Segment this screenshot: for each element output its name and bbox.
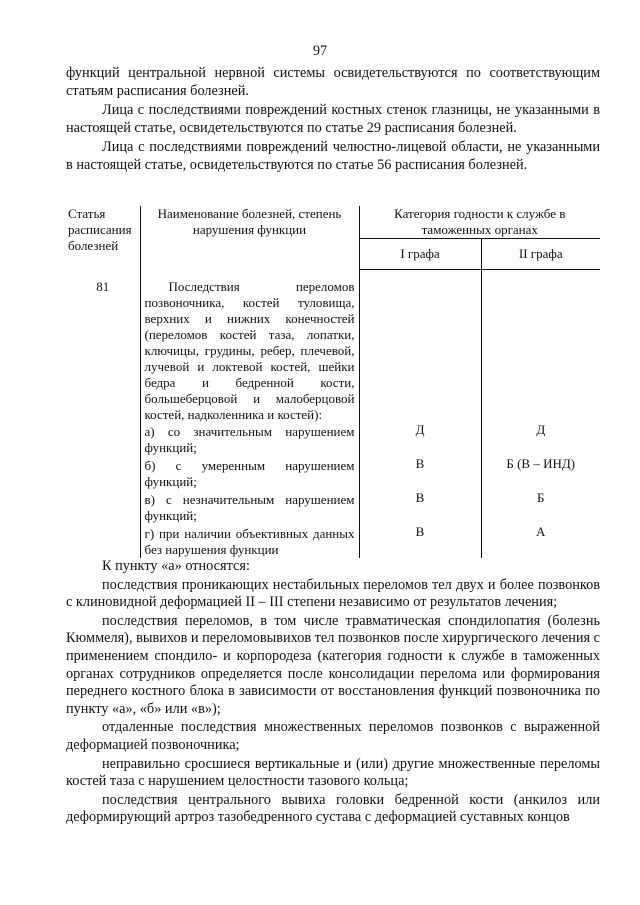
header-category: Категория годности к службе в таможенных органах <box>359 206 600 238</box>
intro-paragraph: Лица с последствиями повреждений костных стенок глазницы, не указанными в настоящей статье, освидетельствуются по статье 29 расписания болезней. <box>66 102 600 136</box>
item-a-text: а) со значительным нарушением функций; <box>140 422 359 456</box>
table-row <box>66 490 600 524</box>
header-column-1: I графа <box>359 238 481 269</box>
header-article: Статья расписания болезней <box>66 206 140 269</box>
intro-paragraph: функций центральной нервной системы освидетельствуются по соответствующим статьям расписания болезней. <box>66 65 600 99</box>
table-row <box>66 277 600 422</box>
header-disease-name: Наименование болезней, степень нарушения функции <box>140 206 359 269</box>
item-c-column-1: В <box>359 490 481 524</box>
item-d-text: г) при наличии объективных данных без нарушения функции <box>140 524 359 558</box>
header-column-2: II графа <box>481 238 600 269</box>
item-d-column-2: А <box>536 523 546 539</box>
body-paragraph: последствия центрального вывиха головки бедренной кости (анкилоз или деформирующий артроз тазобедренного сустава с деформацией суставных концов <box>66 791 600 826</box>
intro-text <box>66 65 600 175</box>
intro-paragraph: Лица с последствиями повреждений челюстно-лицевой области, не указанными в настоящей статье, освидетельствуются по статье 56 расписания болезней. <box>66 139 600 173</box>
body-text <box>66 558 600 828</box>
item-b-column-2: Б (В – ИНД) <box>506 456 576 472</box>
disease-name: Последствия переломов позвоночника, костей туловища, верхних и нижних конечностей (переломов костей таза, лопатки, ключицы, грудины, ребер, плечевой, лучевой и локтевой костей, шейки бедра и бедренной кости, большеберцовой и малоберцовой костей, надколенника и костей): <box>140 277 359 422</box>
body-paragraph: неправильно сросшиеся вертикальные и (или) другие множественные переломы костей таза с нарушением целостности тазового кольца; <box>66 755 600 790</box>
body-paragraph: К пункту «а» относятся: <box>102 558 250 574</box>
page-number: 97 <box>312 43 328 59</box>
table-row <box>66 524 600 558</box>
body-paragraph: последствия проникающих нестабильных переломов тел двух и более позвонков с клиновидной деформацией II – III степени независимо от результатов лечения; <box>66 576 600 611</box>
item-d-column-1: В <box>359 524 481 558</box>
disease-table <box>66 206 600 558</box>
item-c-column-2: Б <box>537 490 545 506</box>
item-b-text: б) с умеренным нарушением функций; <box>140 456 359 490</box>
body-paragraph: отдаленные последствия множественных переломов позвонков с выраженной деформацией позвоночника; <box>66 719 600 753</box>
item-a-column-1: Д <box>359 422 481 456</box>
item-b-column-1: В <box>359 456 481 490</box>
item-a-column-2: Д <box>536 422 546 438</box>
article-number: 81 <box>66 277 140 422</box>
table-row <box>66 422 600 456</box>
table-row <box>66 456 600 490</box>
body-paragraph: последствия переломов, в том числе травматическая спондилопатия (болезнь Кюммеля), вывихов и переломовывихов тел позвонков после хирургического лечения с применением спондило- и корпородеза (категория годности к службе в таможенных органах сотрудников определяется после консолидации перелома или формирования переднего костного блока в зависимости от восстановления функций позвоночника по пункту «а», «б» или «в»); <box>66 612 600 717</box>
item-c-text: в) с незначительным нарушением функций; <box>140 490 359 524</box>
